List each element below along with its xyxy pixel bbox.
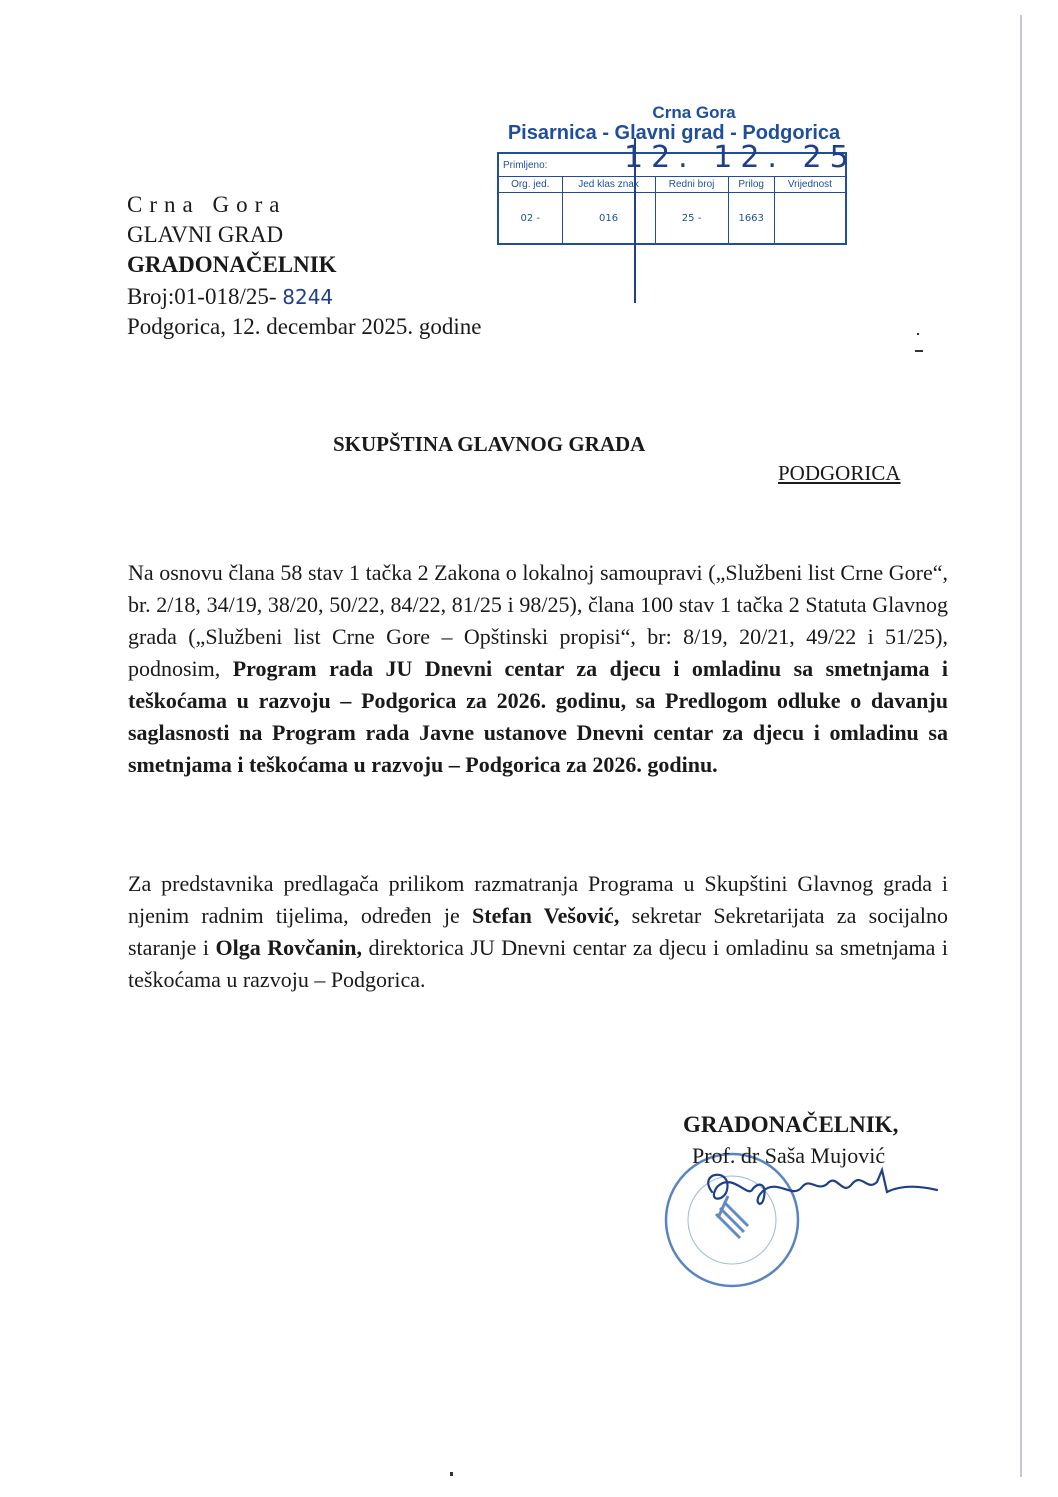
header-city: GLAVNI GRAD (127, 222, 284, 247)
addressee-name: SKUPŠTINA GLAVNOG GRADA (333, 432, 646, 456)
handwritten-signature (692, 1162, 942, 1212)
paragraph-legal-basis-text: Na osnovu člana 58 stav 1 tačka 2 Zakona o lokalnoj samoupravi („Službeni list Crne Gore“, br. 2/18, 34/19, 38/20, 50/22, 84/22, 81/25 i 98/25), člana 100 stav 1 tačka 2 Statuta Glavnog grada („Službeni list Crne Gore – Opštinski propisi“, br: 8/19, 20/21, 49/22 i 51/25), podnosim, (128, 560, 948, 681)
paragraph-legal-basis (128, 557, 948, 781)
stamp-val-klas: 016 (562, 193, 655, 245)
paragraph-program-title: Program rada JU Dnevni centar za djecu i omladinu sa smetnjama i teškoćama u razvoju – Podgorica za 2026. godinu, sa Predlogom odluke o davanju saglasnosti na Program rada Javne ustanove Dnevni centar za djecu i omladinu sa smetnjama i teškoćama u razvoju – Podgorica za 2026. godinu. (128, 656, 948, 777)
document-date: Podgorica, 12. decembar 2025. godine (127, 314, 482, 339)
stamp-val-org: 02 - (498, 193, 562, 245)
stamp-received-label: Primljeno: (498, 153, 846, 177)
paragraph-representatives (128, 868, 948, 996)
document-number-handwritten: 8244 (282, 285, 334, 309)
header-office: GRADONAČELNIK (127, 252, 337, 277)
handwritten-stroke (632, 138, 638, 308)
registry-stamp (484, 103, 864, 224)
stamp-col-redni: Redni broj (655, 177, 728, 193)
document-number (127, 282, 333, 312)
addressee-city: PODGORICA (778, 461, 901, 485)
stamp-received-date: 12. 12. 25 (624, 140, 857, 175)
scan-speck (450, 1472, 453, 1476)
stamp-val-vrijednost (774, 193, 846, 245)
scan-margin-line (1020, 15, 1022, 1477)
paragraph-representatives-text-b: sekretar Sekretarijata za socijalno staranje i (128, 903, 948, 960)
representative-name-1: Stefan Vešović, (472, 903, 620, 928)
document-number-prefix: Broj:01-018/25- (127, 284, 277, 309)
signature-name: Prof. dr Saša Mujović (692, 1143, 886, 1168)
header-country: Crna Gora (127, 192, 287, 217)
scan-speck (915, 350, 923, 352)
scan-speck (917, 333, 919, 335)
stamp-line-1: Crna Gora (652, 103, 736, 122)
paragraph-representatives-text-c: direktorica JU Dnevni centar za djecu i omladinu sa smetnjama i teškoćama u razvoju – Podgorica. (128, 935, 949, 992)
paragraph-representatives-text-a: Za predstavnika predlagača prilikom razmatranja Programa u Skupštini Glavnog grada i njenim radnim tijelima, određen je (128, 871, 948, 928)
stamp-val-prilog: 1663 (728, 193, 774, 245)
stamp-val-redni: 25 - (655, 193, 728, 245)
stamp-col-org: Org. jed. (498, 177, 562, 193)
stamp-col-vrijednost: Vrijednost (774, 177, 846, 193)
representative-name-2: Olga Rovčanin, (215, 935, 363, 960)
signature-title: GRADONAČELNIK, (683, 1112, 899, 1137)
stamp-line-2: Pisarnica - Glavni grad - Podgorica (507, 122, 841, 144)
stamp-col-prilog: Prilog (728, 177, 774, 193)
stamp-col-klas: Jed klas znak (562, 177, 655, 193)
